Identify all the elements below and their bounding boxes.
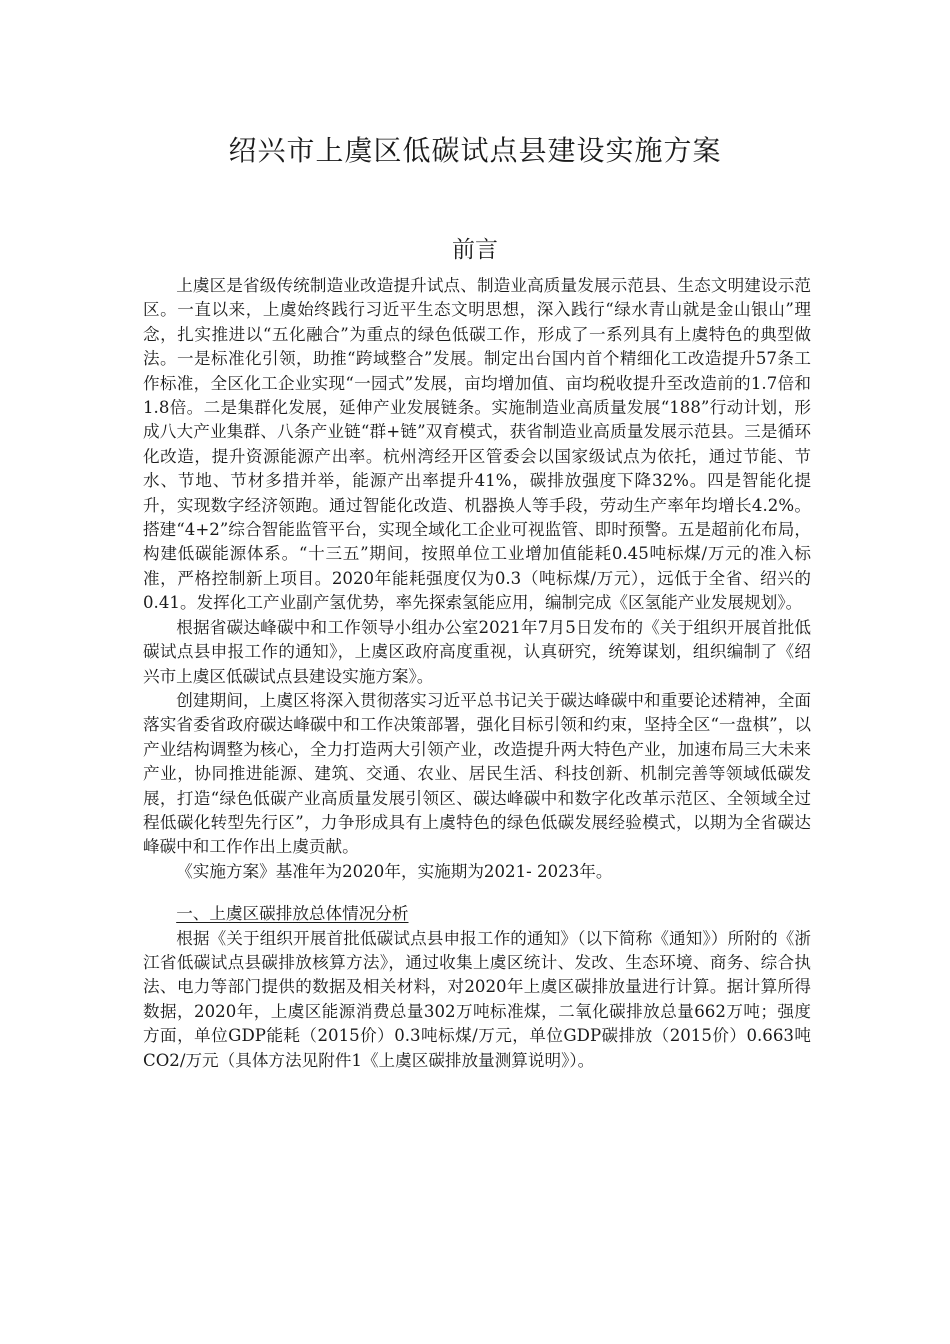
paragraph: 根据省碳达峰碳中和工作领导小组办公室2021年7月5日发布的《关于组织开展首批低碳试点县申报工作的通知》，上虞区政府高度重视，认真研究，统筹谋划，组织编制了《绍兴市上虞区低碳试点县建设实施方案》。	[143, 617, 811, 686]
document-body	[143, 274, 811, 1073]
preface-heading: 前言	[452, 237, 498, 263]
section-1-heading-text: 一、上虞区碳排放总体情况分析	[176, 904, 409, 924]
section-1-heading	[143, 902, 811, 926]
paragraph: 创建期间，上虞区将深入贯彻落实习近平总书记关于碳达峰碳中和重要论述精神，全面落实省委省政府碳达峰碳中和工作决策部署，强化目标引领和约束，坚持全区“一盘棋”，以产业结构调整为核心，全力打造两大引领产业，改造提升两大特色产业，加速布局三大未来产业，协同推进能源、建筑、交通、农业、居民生活、科技创新、机制完善等领域低碳发展，打造“绿色低碳产业高质量发展引领区、碳达峰碳中和数字化改革示范区、全领域全过程低碳化转型先行区”，力争形成具有上虞特色的绿色低碳发展经验模式，以期为全省碳达峰碳中和工作作出上虞贡献。	[143, 690, 811, 857]
paragraph: 《实施方案》基准年为2020年，实施期为2021- 2023年。	[176, 861, 613, 881]
paragraph: 上虞区是省级传统制造业改造提升试点、制造业高质量发展示范县、生态文明建设示范区。一直以来，上虞始终践行习近平生态文明思想，深入践行“绿水青山就是金山银山”理念，扎实推进以“五化融合”为重点的绿色低碳工作，形成了一系列具有上虞特色的典型做法。一是标准化引领，助推“跨域整合”发展。制定出台国内首个精细化工改造提升57条工作标准，全区化工企业实现“一园式”发展，亩均增加值、亩均税收提升至改造前的1.7倍和1.8倍。二是集群化发展，延伸产业发展链条。实施制造业高质量发展“188”行动计划，形成八大产业集群、八条产业链“群+链”双育模式，获省制造业高质量发展示范县。三是循环化改造，提升资源能源产出率。杭州湾经开区管委会以国家级试点为依托，通过节能、节水、节地、节材多措并举，能源产出率提升41%，碳排放强度下降32%。四是智能化提升，实现数字经济领跑。通过智能化改造、机器换人等手段，劳动生产率年均增长4.2%。搭建“4+2”综合智能监管平台，实现全域化工企业可视监管、即时预警。五是超前化布局，构建低碳能源体系。“十三五”期间，按照单位工业增加值能耗0.45吨标煤/万元的准入标准，严格控制新上项目。2020年能耗强度仅为0.3（吨标煤/万元），远低于全省、绍兴的0.41。发挥化工产业副产氢优势，率先探索氢能应用，编制完成《区氢能产业发展规划》。	[143, 276, 811, 613]
paragraph: 根据《关于组织开展首批低碳试点县申报工作的通知》（以下简称《通知》）所附的《浙江省低碳试点县碳排放核算方法》，通过收集上虞区统计、发改、生态环境、商务、综合执法、电力等部门提供的数据及相关材料，对2020年上虞区碳排放量进行计算。据计算所得数据，2020年，上虞区能源消费总量302万吨标准煤，二氧化碳排放总量662万吨；强度方面，单位GDP能耗（2015价）0.3吨标煤/万元，单位GDP碳排放（2015价）0.663吨CO2/万元（具体方法见附件1《上虞区碳排放量测算说明》）。	[143, 928, 811, 1070]
document-title: 绍兴市上虞区低碳试点县建设实施方案	[228, 134, 722, 167]
